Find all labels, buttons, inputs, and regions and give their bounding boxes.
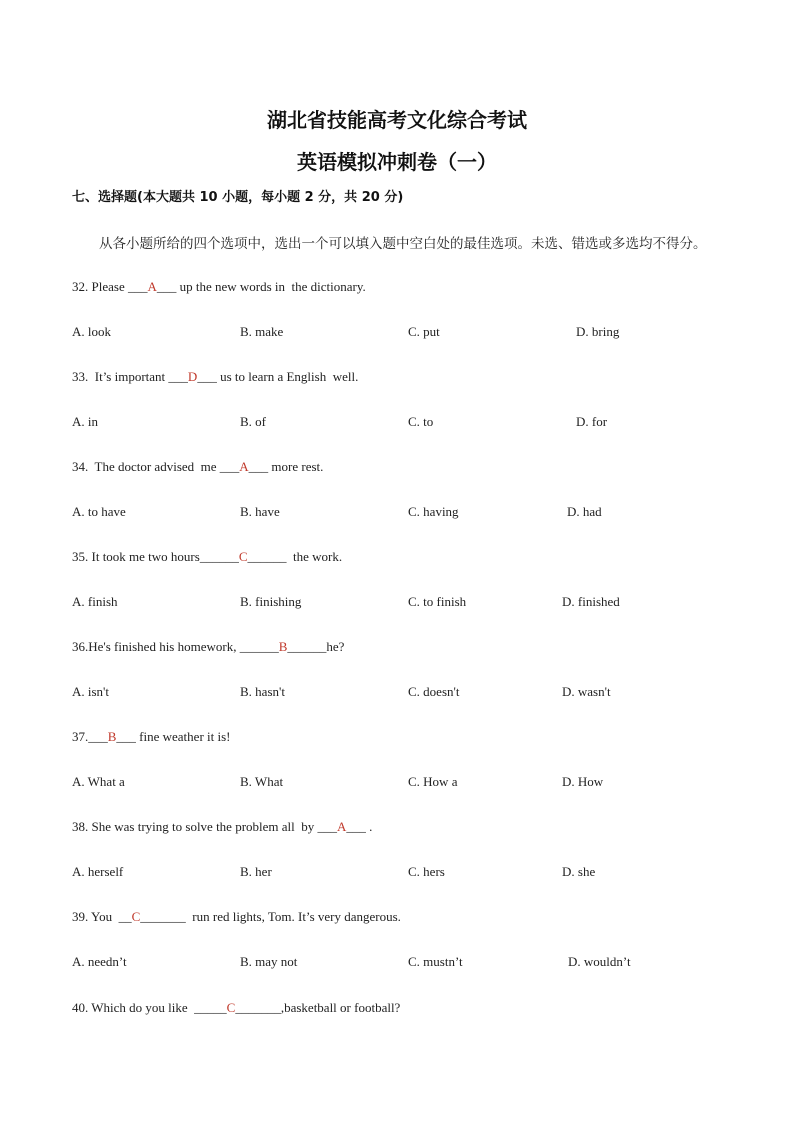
option-a: A. herself: [72, 864, 124, 879]
question-text: 34. The doctor advised me: [72, 459, 220, 474]
answer-mark: C: [131, 909, 141, 924]
question-32: [72, 279, 366, 295]
option-d: D. she: [562, 864, 596, 879]
question-text-end: up the new words in the dictionary.: [176, 279, 366, 294]
option-c: C. to: [408, 414, 434, 429]
answer-mark: B: [278, 639, 288, 654]
question-text: 37.: [72, 729, 89, 744]
option-b: B. her: [240, 864, 272, 879]
option-a: A. finish: [72, 594, 118, 609]
option-b: B. make: [240, 324, 284, 339]
question-text: 32. Please: [72, 279, 128, 294]
exam-subtitle: 英语模拟冲刺卷（一）: [297, 150, 497, 174]
blank-left: _____: [194, 1000, 227, 1015]
question-text-end: fine weather it is!: [135, 729, 231, 744]
answer-mark: B: [107, 729, 117, 744]
blank-right: ___: [346, 819, 366, 834]
option-a: A. What a: [72, 774, 125, 789]
option-c: C. put: [408, 324, 440, 339]
option-b: B. hasn't: [240, 684, 285, 699]
question-33: [72, 369, 358, 385]
option-b: B. have: [240, 504, 280, 519]
option-d: D. had: [567, 504, 602, 519]
blank-left: ______: [239, 639, 279, 654]
option-b: B. finishing: [240, 594, 302, 609]
blank-right: ______: [287, 639, 327, 654]
question-text: 33. It’s important: [72, 369, 169, 384]
question-text: 40. Which do you like: [72, 1000, 195, 1015]
answer-mark: C: [226, 1000, 236, 1015]
option-d: D. for: [576, 414, 608, 429]
question-text-end: more rest.: [268, 459, 324, 474]
option-c: C. How a: [408, 774, 458, 789]
option-d: D. bring: [576, 324, 620, 339]
blank-left: ___: [219, 459, 240, 474]
blank-right: ___: [156, 279, 177, 294]
question-text: 38. She was trying to solve the problem all by: [72, 819, 318, 834]
blank-right: _______: [140, 909, 186, 924]
question-35: [72, 549, 342, 565]
option-d: D. wouldn’t: [568, 954, 631, 969]
option-a: A. isn't: [72, 684, 110, 699]
blank-right: ___: [248, 459, 269, 474]
blank-right: ___: [116, 729, 136, 744]
option-b: B. What: [240, 774, 284, 789]
question-text: 36.He's finished his homework,: [72, 639, 240, 654]
option-a: A. look: [72, 324, 111, 339]
question-text: 39. You: [72, 909, 119, 924]
question-text-end: ,basketball or football?: [280, 1000, 401, 1015]
question-text: 35. It took me two hours: [72, 549, 200, 564]
blank-left: ______: [199, 549, 239, 564]
answer-mark: C: [238, 549, 248, 564]
section-instruction: 从各小题所给的四个选项中，选出一个可以填入题中空白处的最佳选项。未选、错选或多选均不得分。: [99, 236, 707, 252]
option-b: B. may not: [240, 954, 298, 969]
question-text-end: the work.: [286, 549, 343, 564]
exam-title: 湖北省技能高考文化综合考试: [267, 108, 527, 132]
blank-right: ______: [247, 549, 287, 564]
blank-left: ___: [88, 729, 108, 744]
question-text-end: he?: [326, 639, 345, 654]
question-37: [72, 729, 231, 745]
blank-left: ___: [127, 279, 148, 294]
option-d: D. How: [562, 774, 604, 789]
option-c: C. to finish: [408, 594, 467, 609]
blank-left: ___: [168, 369, 188, 384]
option-c: C. having: [408, 504, 459, 519]
question-38: [72, 819, 372, 835]
question-40: [72, 1000, 400, 1016]
option-d: D. wasn't: [562, 684, 611, 699]
question-36: [72, 639, 344, 655]
option-a: A. needn’t: [72, 954, 127, 969]
answer-mark: A: [239, 459, 249, 474]
option-c: C. hers: [408, 864, 445, 879]
answer-mark: A: [147, 279, 157, 294]
option-d: D. finished: [562, 594, 620, 609]
option-a: A. in: [72, 414, 98, 429]
option-a: A. to have: [72, 504, 126, 519]
question-text-end: .: [365, 819, 373, 834]
blank-left: ___: [317, 819, 338, 834]
blank-left: __: [118, 909, 132, 924]
blank-right: ___: [197, 369, 217, 384]
section-heading: 七、选择题(本大题共 10 小题，每小题 2 分，共 20 分): [72, 190, 404, 205]
option-c: C. mustn’t: [408, 954, 463, 969]
answer-mark: A: [337, 819, 347, 834]
option-c: C. doesn't: [408, 684, 460, 699]
question-34: [72, 459, 323, 475]
option-b: B. of: [240, 414, 266, 429]
question-39: [72, 909, 401, 925]
question-text-end: run red lights, Tom. It’s very dangerous.: [185, 909, 401, 924]
question-text-end: us to learn a English well.: [216, 369, 359, 384]
answer-mark: D: [187, 369, 198, 384]
blank-right: _______: [235, 1000, 281, 1015]
